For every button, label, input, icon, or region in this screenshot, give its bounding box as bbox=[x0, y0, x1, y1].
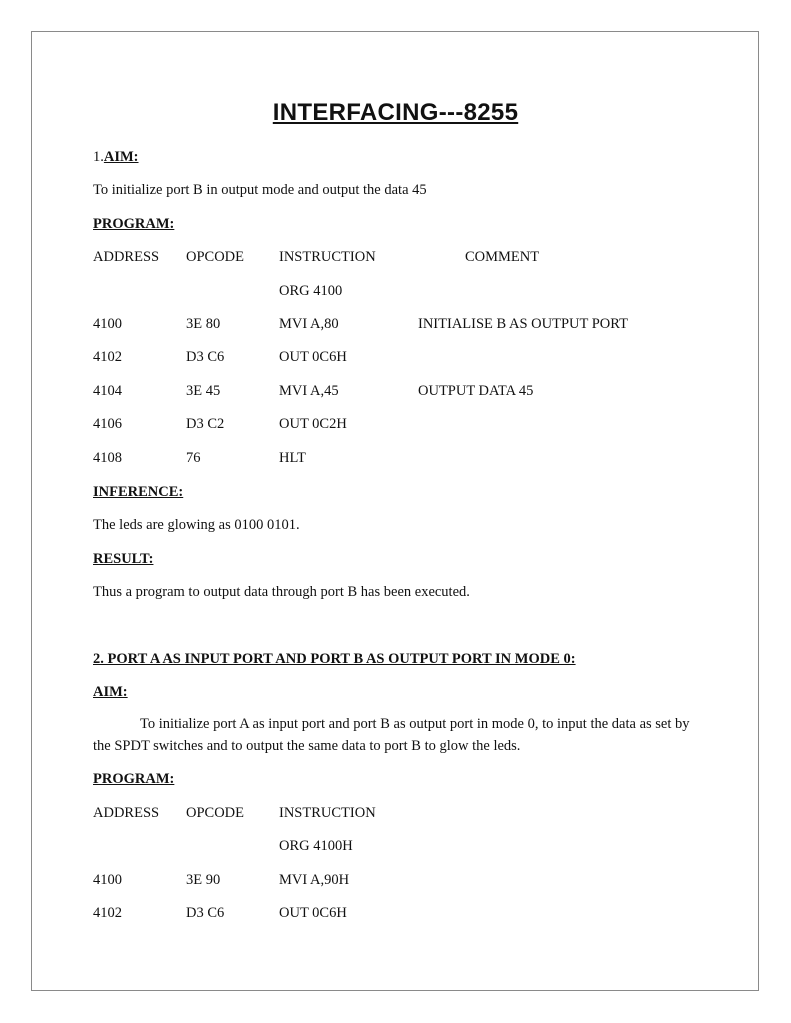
table-row-address: 4106 bbox=[93, 416, 122, 432]
table-row-instruction: OUT 0C2H bbox=[279, 416, 347, 432]
table-row-opcode: 3E 80 bbox=[186, 316, 221, 332]
table-row-address: 4104 bbox=[93, 383, 122, 399]
table-row-comment: INITIALISE B AS OUTPUT PORT bbox=[418, 316, 628, 332]
col-address: ADDRESS bbox=[93, 249, 160, 265]
table-row-comment: OUTPUT DATA 45 bbox=[418, 383, 534, 399]
table-row-address: 4102 bbox=[93, 905, 122, 921]
table-row-instruction: OUT 0C6H bbox=[279, 905, 347, 921]
col-opcode: OPCODE bbox=[186, 249, 245, 265]
table-row-instruction: MVI A,80 bbox=[279, 316, 339, 332]
table-row-instruction: MVI A,90H bbox=[279, 872, 350, 888]
program-heading-2: PROGRAM: bbox=[93, 771, 175, 787]
col-opcode: OPCODE bbox=[186, 805, 245, 821]
aim-text-2: To initialize port A as input port and port B as output port in mode 0, to input the data as set by the SPDT switches and to output the same data to port B to glow the leds. bbox=[93, 716, 690, 754]
table-row-opcode: D3 C2 bbox=[186, 416, 225, 432]
inference-heading: INFERENCE: bbox=[93, 484, 184, 500]
table-row-instruction: OUT 0C6H bbox=[279, 349, 347, 365]
aim-label: AIM: bbox=[103, 149, 139, 165]
table-row-address: 4100 bbox=[93, 872, 122, 888]
aim-heading-1 bbox=[93, 148, 139, 166]
page-border bbox=[31, 31, 759, 991]
table-row-address: 4108 bbox=[93, 450, 122, 466]
program-heading-1: PROGRAM: bbox=[93, 216, 175, 232]
table-row-opcode: 3E 45 bbox=[186, 383, 221, 399]
result-text: Thus a program to output data through port B has been executed. bbox=[93, 584, 470, 600]
section-2-heading: 2. PORT A AS INPUT PORT AND PORT B AS OUTPUT PORT IN MODE 0: bbox=[93, 651, 576, 667]
col-address: ADDRESS bbox=[93, 805, 160, 821]
aim-number: 1. bbox=[93, 149, 104, 165]
table-row-address: 4102 bbox=[93, 349, 122, 365]
table-row-opcode: 76 bbox=[186, 450, 201, 466]
table-row-opcode: D3 C6 bbox=[186, 905, 225, 921]
page-title: INTERFACING---8255 bbox=[272, 99, 519, 126]
inference-text: The leds are glowing as 0100 0101. bbox=[93, 517, 300, 533]
aim-text-1: To initialize port B in output mode and output the data 45 bbox=[93, 182, 427, 198]
col-comment: COMMENT bbox=[465, 249, 540, 265]
table-row-opcode: 3E 90 bbox=[186, 872, 221, 888]
table-row-instruction: ORG 4100 bbox=[279, 283, 343, 299]
aim-heading-2: AIM: bbox=[93, 684, 128, 700]
table-row-instruction: HLT bbox=[279, 450, 306, 466]
table-row-instruction: MVI A,45 bbox=[279, 383, 339, 399]
col-instruction: INSTRUCTION bbox=[279, 249, 376, 265]
table-row-opcode: D3 C6 bbox=[186, 349, 225, 365]
col-instruction: INSTRUCTION bbox=[279, 805, 376, 821]
table-row-instruction: ORG 4100H bbox=[279, 838, 353, 854]
result-heading: RESULT: bbox=[93, 551, 154, 567]
table-row-address: 4100 bbox=[93, 316, 122, 332]
